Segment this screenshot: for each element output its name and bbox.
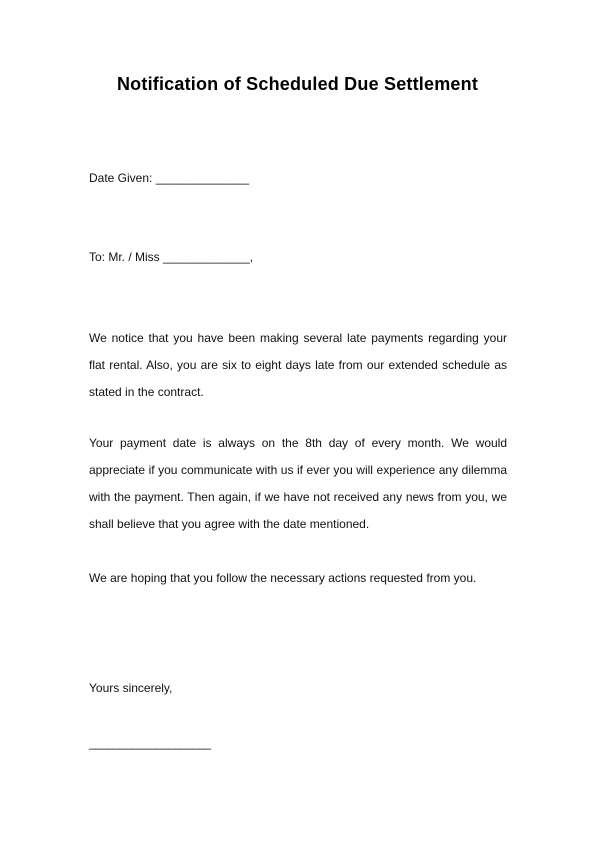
recipient-line: To: Mr. / Miss _____________, — [89, 250, 254, 264]
document-title: Notification of Scheduled Due Settlement — [116, 74, 479, 94]
closing-salutation: Yours sincerely, — [89, 681, 173, 695]
paragraph-payment-date: Your payment date is always on the 8th day of every month. We would appreciate if you communicate with us if ever you will experience any dilemma with the payment. Then again, if we have not received any news from you, we shall believe that you agree with the date mentioned. — [89, 436, 507, 531]
signature-line: ____________________ — [89, 736, 211, 750]
paragraph-late-payments: We notice that you have been making several late payments regarding your flat rental. Also, you are six to eight days late from our extended schedule as stated in the contract. — [89, 331, 507, 399]
date-given-line: Date Given: ______________ — [89, 171, 250, 185]
paragraph-request: We are hoping that you follow the necessary actions requested from you. — [89, 571, 477, 585]
